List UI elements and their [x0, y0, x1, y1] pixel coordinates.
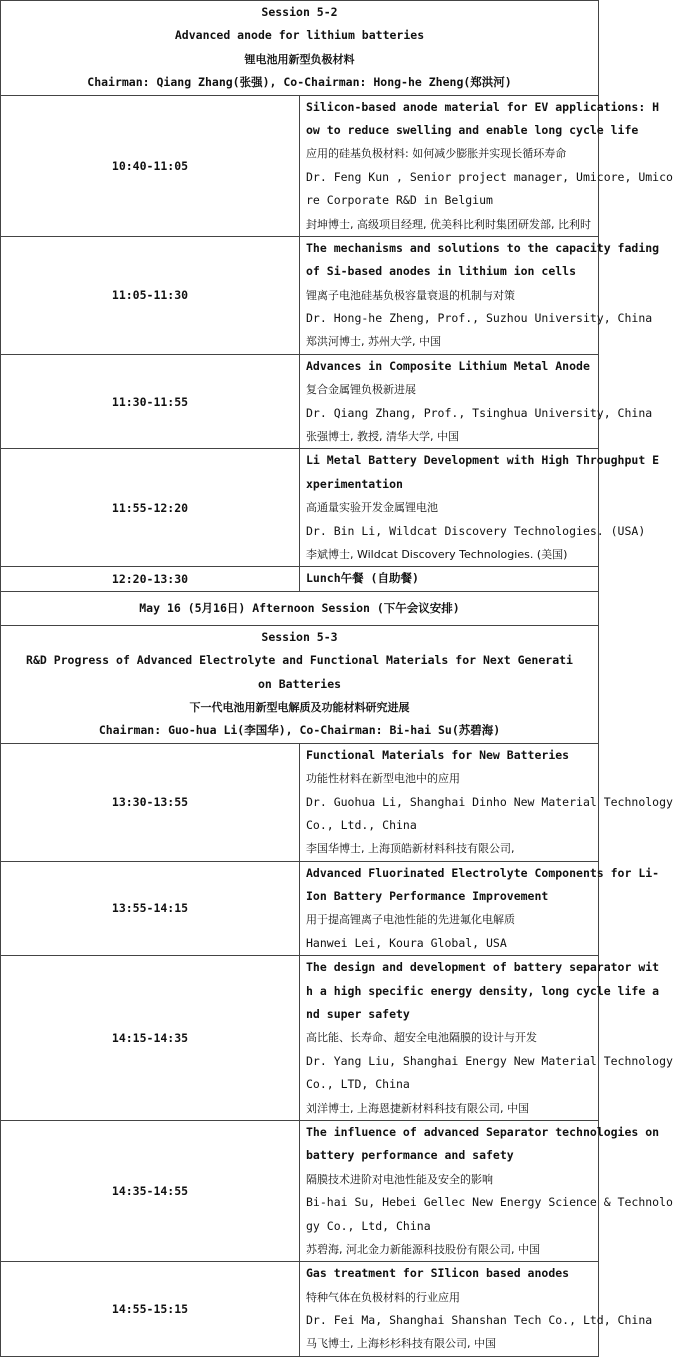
talk-title: of Si-based anodes in lithium ion cells [306, 264, 577, 279]
afternoon-row [1, 591, 599, 625]
speaker-info: Hanwei Lei, Koura Global, USA [306, 935, 507, 950]
talk-title: battery performance and safety [306, 1148, 514, 1163]
talk-details [300, 449, 660, 567]
speaker-info-cn: 郑洪河博士, 苏州大学, 中国 [306, 335, 441, 349]
session-5-2-header-row [1, 1, 599, 96]
session-subtitle-cn: 锂电池用新型负极材料 [244, 52, 355, 66]
speaker-info: Bi-hai Su, Hebei Gellec New Energy Science & Technolo [306, 1195, 673, 1210]
talk-details [300, 1262, 653, 1357]
speaker-info: Co., LTD, China [306, 1077, 410, 1092]
talk-title-cn: 功能性材料在新型电池中的应用 [306, 772, 460, 786]
table-row [1, 95, 599, 236]
table-row [1, 354, 599, 449]
speaker-info-cn: 张强博士, 教授, 清华大学, 中国 [306, 430, 459, 444]
session-chairs: Chairman: Qiang Zhang(张强), Co-Chairman: Hong-he Zheng(郑洪河) [87, 75, 512, 90]
talk-details [300, 956, 673, 1121]
time-slot: 10:40-11:05 [1, 95, 300, 236]
time-slot: 13:30-13:55 [1, 743, 300, 861]
talk-title: Li Metal Battery Development with High Throughput E [306, 453, 660, 468]
lunch-details [300, 567, 599, 591]
session-subtitle-en: Advanced anode for lithium batteries [174, 28, 425, 43]
speaker-info: Dr. Qiang Zhang, Prof., Tsinghua University, China [306, 405, 653, 420]
talk-details [300, 95, 673, 236]
speaker-info: Dr. Guohua Li, Shanghai Dinho New Material Technology [306, 794, 673, 809]
speaker-info: Dr. Bin Li, Wildcat Discovery Technologies. (USA) [306, 523, 646, 538]
talk-title-cn: 应用的硅基负极材料: 如何减少膨胀并实现长循环寿命 [306, 147, 567, 161]
talk-title-cn: 隔膜技术进阶对电池性能及安全的影响 [306, 1172, 493, 1186]
talk-title-cn: 高比能、长寿命、超安全电池隔膜的设计与开发 [306, 1031, 537, 1045]
talk-title: Advances in Composite Lithium Metal Anode [306, 358, 590, 373]
time-slot: 11:55-12:20 [1, 449, 300, 567]
speaker-info: Dr. Feng Kun , Senior project manager, Umicore, Umico [306, 169, 673, 184]
talk-title: nd super safety [306, 1007, 410, 1022]
talk-details [300, 354, 653, 449]
talk-title: h a high specific energy density, long cycle life a [306, 983, 660, 998]
talk-title: Ion Battery Performance Improvement [306, 889, 549, 904]
talk-title: Advanced Fluorinated Electrolyte Components for Li- [306, 865, 660, 880]
session-5-3-header-row [1, 625, 599, 743]
speaker-info-cn: 李斌博士, Wildcat Discovery Technologies. (美国) [306, 547, 568, 561]
lunch-label: Lunch午餐 (自助餐) [306, 571, 419, 586]
session-title: Session 5-3 [261, 629, 338, 644]
talk-details [300, 743, 673, 861]
table-row [1, 1262, 599, 1357]
speaker-info: Co., Ltd., China [306, 817, 417, 832]
speaker-info: Dr. Fei Ma, Shanghai Shanshan Tech Co., Ltd, China [306, 1313, 653, 1328]
speaker-info-cn: 刘洋博士, 上海恩捷新材料科技有限公司, 中国 [306, 1101, 529, 1115]
table-row [1, 956, 599, 1121]
speaker-info: re Corporate R&D in Belgium [306, 193, 493, 208]
talk-title-cn: 高通量实验开发金属锂电池 [306, 501, 438, 515]
afternoon-header [1, 591, 599, 625]
time-slot: 11:30-11:55 [1, 354, 300, 449]
talk-title: Gas treatment for SIlicon based anodes [306, 1266, 570, 1281]
session-subtitle-en: on Batteries [257, 676, 342, 691]
time-slot: 13:55-14:15 [1, 861, 300, 956]
session-subtitle-en: R&D Progress of Advanced Electrolyte and Functional Materials for Next Generati [26, 653, 573, 668]
time-slot: 11:05-11:30 [1, 236, 300, 354]
talk-title: The mechanisms and solutions to the capacity fading [306, 240, 660, 255]
speaker-info: Dr. Hong-he Zheng, Prof., Suzhou University, China [306, 311, 653, 326]
table-row [1, 743, 599, 861]
time-slot: 12:20-13:30 [1, 567, 300, 591]
talk-details [300, 1120, 673, 1261]
table-row [1, 1120, 599, 1261]
time-slot: 14:55-15:15 [1, 1262, 300, 1357]
speaker-info-cn: 马飞博士, 上海杉杉科技有限公司, 中国 [306, 1337, 496, 1351]
session-title: Session 5-2 [261, 5, 338, 19]
talk-title-cn: 特种气体在负极材料的行业应用 [306, 1290, 460, 1304]
session-subtitle-cn: 下一代电池用新型电解质及功能材料研究进展 [189, 700, 410, 714]
talk-title-cn: 用于提高锂离子电池性能的先进氟化电解质 [306, 913, 515, 927]
session-5-2-header [1, 1, 599, 96]
talk-details [300, 861, 660, 956]
talk-title: xperimentation [306, 476, 403, 491]
talk-title: Silicon-based anode material for EV applications: H [306, 99, 660, 114]
lunch-row [1, 567, 599, 591]
speaker-info: gy Co., Ltd, China [306, 1218, 431, 1233]
session-chairs: Chairman: Guo-hua Li(李国华), Co-Chairman: Bi-hai Su(苏碧海) [98, 723, 501, 738]
talk-title: Functional Materials for New Batteries [306, 747, 570, 762]
table-row [1, 861, 599, 956]
talk-title: The influence of advanced Separator technologies on [306, 1124, 660, 1139]
speaker-info-cn: 封坤博士, 高级项目经理, 优美科比利时集团研发部, 比利时 [306, 217, 591, 231]
speaker-info-cn: 苏碧海, 河北金力新能源科技股份有限公司, 中国 [306, 1242, 540, 1256]
talk-details [300, 236, 660, 354]
talk-title: ow to reduce swelling and enable long cycle life [306, 122, 639, 137]
afternoon-label: May 16 (5月16日) Afternoon Session (下午会议安排) [139, 600, 460, 615]
table-row [1, 236, 599, 354]
talk-title-cn: 复合金属锂负极新进展 [306, 383, 416, 397]
talk-title-cn: 锂离子电池硅基负极容量衰退的机制与对策 [306, 288, 515, 302]
table-row [1, 449, 599, 567]
speaker-info: Dr. Yang Liu, Shanghai Energy New Material Technology [306, 1053, 673, 1068]
session-5-3-header [1, 625, 599, 743]
talk-title: The design and development of battery separator wit [306, 960, 660, 975]
speaker-info-cn: 李国华博士, 上海顶皓新材料科技有限公司, [306, 842, 515, 856]
time-slot: 14:35-14:55 [1, 1120, 300, 1261]
time-slot: 14:15-14:35 [1, 956, 300, 1121]
